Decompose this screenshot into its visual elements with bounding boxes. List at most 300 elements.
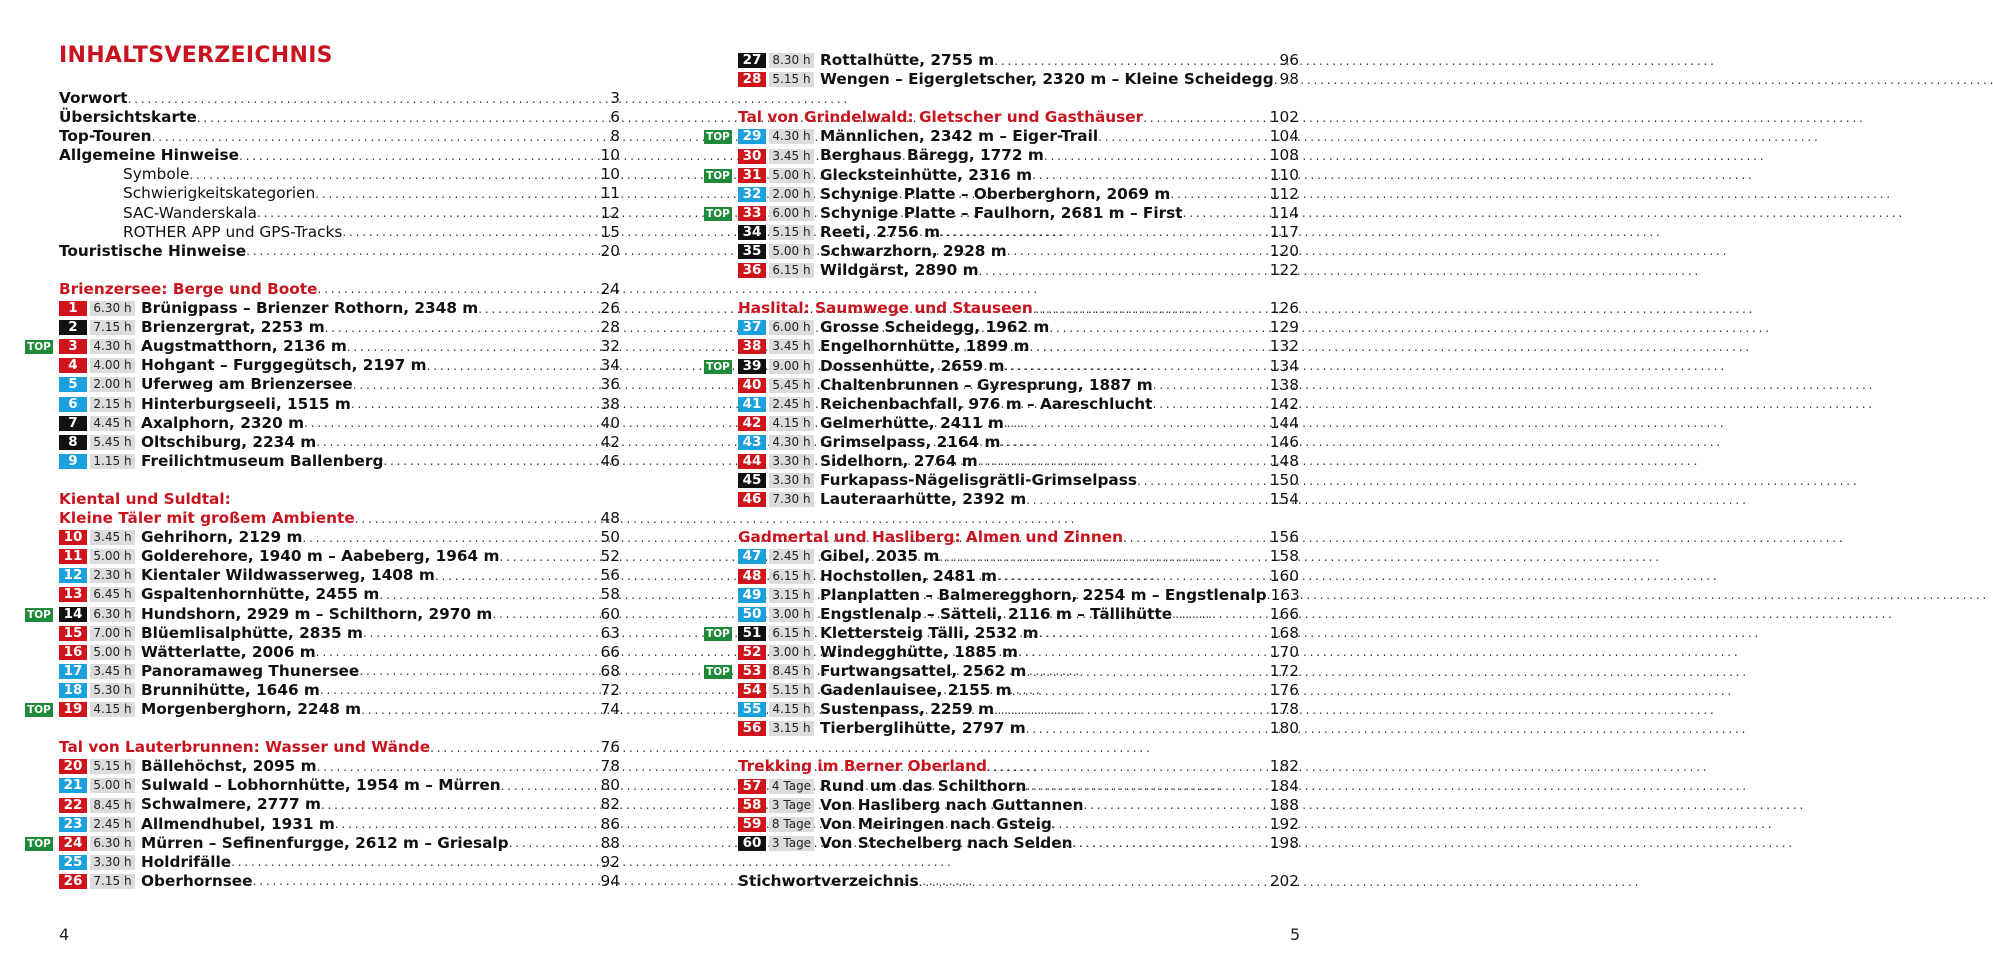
- entry-page-number: 15: [600, 222, 620, 241]
- entry-title: Kiental und Suldtal:: [59, 489, 231, 508]
- tour-duration: 8 Tage: [769, 817, 814, 832]
- entry-page-number: 74: [600, 700, 620, 718]
- entry-title: Übersichtskarte: [59, 108, 197, 127]
- toc-tour-entry[interactable]: [706, 127, 1299, 146]
- tour-number-badge: 9: [59, 454, 87, 469]
- entry-page-number: 150: [1269, 471, 1299, 490]
- dot-leader: [1018, 642, 1270, 662]
- dot-leader: [347, 337, 601, 357]
- toc-tour-entry[interactable]: [738, 471, 1299, 490]
- toc-subentry[interactable]: [59, 184, 620, 203]
- tour-number-badge: 8: [59, 435, 87, 450]
- entry-title: Furkapass-Nägelisgrätli-Grimselpass: [820, 471, 1137, 490]
- spacer: [738, 509, 1299, 528]
- entry-title: Uferweg am Brienzersee: [141, 375, 353, 394]
- toc-tour-entry[interactable]: [59, 681, 620, 700]
- dot-leader: [939, 547, 1269, 567]
- entry-page-number: 138: [1269, 375, 1299, 394]
- top-tour-badge: TOP: [25, 340, 53, 354]
- entry-page-number: 176: [1269, 681, 1299, 700]
- top-tour-badge: TOP: [704, 360, 732, 374]
- toc-tour-entry[interactable]: [59, 414, 620, 433]
- tour-duration: 7.00 h: [90, 626, 135, 641]
- entry-title: Gehrihorn, 2129 m: [141, 528, 303, 547]
- toc-tour-entry[interactable]: [27, 604, 620, 624]
- entry-title: Sustenpass, 2259 m: [820, 700, 995, 719]
- toc-tour-entry[interactable]: [738, 337, 1299, 356]
- toc-tour-entry[interactable]: [706, 662, 1299, 681]
- dot-leader: [1137, 471, 1270, 491]
- tour-duration: 5.00 h: [769, 244, 814, 259]
- dot-leader: [304, 413, 601, 433]
- tour-number-badge: 23: [59, 817, 87, 832]
- tour-duration: 3.15 h: [769, 588, 814, 603]
- entry-title: Schwarzhorn, 2928 m: [820, 241, 1007, 260]
- tour-duration: 2.45 h: [769, 549, 814, 564]
- tour-number-badge: 20: [59, 759, 87, 774]
- toc-tour-entry[interactable]: [59, 624, 620, 643]
- entry-page-number: 160: [1269, 566, 1299, 585]
- toc-tour-entry[interactable]: [738, 567, 1299, 586]
- toc-tour-entry[interactable]: [706, 165, 1299, 185]
- toc-section-heading[interactable]: [59, 509, 620, 528]
- toc-section-heading[interactable]: [59, 280, 620, 299]
- entry-page-number: 142: [1269, 394, 1299, 413]
- tour-number-badge: 53: [738, 664, 766, 679]
- toc-tour-entry[interactable]: [59, 853, 620, 872]
- tour-number-badge: 39: [738, 359, 766, 374]
- entry-title: Planplatten – Balmeregghorn, 2254 m – Engstlenalp: [820, 585, 1267, 604]
- tour-number-badge: 4: [59, 358, 87, 373]
- tour-duration: 3.30 h: [769, 454, 814, 469]
- tour-number-badge: 56: [738, 721, 766, 736]
- tour-duration: 1.15 h: [90, 454, 135, 469]
- tour-duration: 3 Tage: [769, 798, 814, 813]
- toc-tour-entry[interactable]: [27, 337, 620, 356]
- toc-tour-entry[interactable]: [706, 356, 1299, 376]
- toc-tour-entry[interactable]: [738, 318, 1299, 337]
- dot-leader: [478, 299, 600, 319]
- entry-page-number: 170: [1269, 642, 1299, 661]
- tour-duration: 2.30 h: [90, 568, 135, 583]
- tour-duration: 5.00 h: [90, 778, 135, 793]
- tour-number-badge: 46: [738, 492, 766, 507]
- tour-number-badge: 10: [59, 530, 87, 545]
- dot-leader: [1183, 203, 1270, 223]
- dot-leader: [1073, 833, 1270, 853]
- toc-tour-entry[interactable]: [738, 261, 1299, 280]
- toc-tour-entry[interactable]: [59, 585, 620, 604]
- entry-page-number: 34: [600, 356, 620, 375]
- entry-page-number: 72: [600, 680, 620, 699]
- tour-duration: 2.00 h: [769, 187, 814, 202]
- toc-tour-entry[interactable]: [59, 452, 620, 471]
- entry-page-number: 146: [1269, 432, 1299, 451]
- tour-number-badge: 47: [738, 549, 766, 564]
- dot-leader: [994, 51, 1279, 71]
- top-tour-badge: TOP: [704, 130, 732, 144]
- entry-page-number: 166: [1269, 604, 1299, 623]
- tour-number-badge: 52: [738, 645, 766, 660]
- toc-section-heading[interactable]: [738, 299, 1299, 318]
- dot-leader: [997, 566, 1270, 586]
- dot-leader: [1032, 165, 1270, 185]
- tour-duration: 4.15 h: [769, 702, 814, 717]
- entry-page-number: 48: [600, 509, 620, 528]
- toc-entry[interactable]: [59, 146, 620, 165]
- dot-leader: [1026, 776, 1269, 796]
- toc-tour-entry[interactable]: [738, 605, 1299, 624]
- tour-duration: 5.45 h: [90, 435, 135, 450]
- entry-page-number: 168: [1269, 623, 1299, 642]
- tour-duration: 8.45 h: [769, 664, 814, 679]
- entry-page-number: 172: [1269, 662, 1299, 680]
- entry-title: Hinterburgseeli, 1515 m: [141, 394, 351, 413]
- dot-leader: [253, 871, 601, 891]
- entry-page-number: 10: [600, 165, 620, 184]
- toc-subentry[interactable]: [59, 204, 620, 223]
- entry-title: Freilichtmuseum Ballenberg: [141, 451, 384, 470]
- tour-number-badge: 28: [738, 72, 766, 87]
- toc-tour-entry[interactable]: [738, 719, 1299, 738]
- page-title: INHALTSVERZEICHNIS: [59, 43, 333, 68]
- entry-title: Windegghütte, 1885 m: [820, 642, 1018, 661]
- entry-title: Touristische Hinweise: [59, 241, 247, 260]
- entry-page-number: 120: [1269, 241, 1299, 260]
- toc-right-column: [706, 51, 1300, 891]
- entry-page-number: 28: [600, 318, 620, 337]
- dot-leader: [1153, 394, 1270, 414]
- tour-duration: 3.30 h: [90, 855, 135, 870]
- toc-tour-entry[interactable]: [59, 299, 620, 318]
- dot-leader: [317, 757, 601, 777]
- left-page: [0, 0, 680, 969]
- top-tour-badge: TOP: [25, 703, 53, 717]
- dot-leader: [979, 261, 1270, 281]
- tour-number-badge: 34: [738, 225, 766, 240]
- entry-page-number: 198: [1269, 833, 1299, 852]
- entry-title: Berghaus Bäregg, 1772 m: [820, 146, 1044, 165]
- dot-leader: [1026, 490, 1270, 510]
- tour-duration: 7.15 h: [90, 320, 135, 335]
- tour-duration: 3 Tage: [769, 836, 814, 851]
- entry-page-number: 188: [1269, 795, 1299, 814]
- toc-tour-entry[interactable]: [738, 146, 1299, 165]
- dot-leader: [128, 89, 611, 109]
- entry-page-number: 38: [600, 394, 620, 413]
- entry-page-number: 180: [1269, 719, 1299, 738]
- entry-title: Oberhornsee: [141, 871, 253, 890]
- tour-duration: 6.30 h: [90, 836, 135, 851]
- toc-tour-entry[interactable]: [738, 547, 1299, 566]
- tour-duration: 5.00 h: [90, 549, 135, 564]
- toc-tour-entry[interactable]: [738, 681, 1299, 700]
- dot-leader: [302, 528, 600, 548]
- toc-tour-entry[interactable]: [738, 414, 1299, 433]
- dot-leader: [1026, 662, 1269, 682]
- entry-title: Engstlenalp – Sätteli, 2116 m – Tällihütte: [820, 604, 1173, 623]
- dot-leader: [1098, 127, 1270, 147]
- tour-number-badge: 12: [59, 568, 87, 583]
- toc-entry[interactable]: [59, 108, 620, 127]
- tour-duration: 3.45 h: [90, 530, 135, 545]
- tour-number-badge: 59: [738, 817, 766, 832]
- toc-tour-entry[interactable]: [706, 203, 1299, 223]
- tour-duration: 4.15 h: [769, 416, 814, 431]
- dot-leader: [383, 451, 600, 471]
- dot-leader: [919, 872, 1270, 892]
- toc-tour-entry[interactable]: [738, 223, 1299, 242]
- dot-leader: [1084, 795, 1270, 815]
- entry-title: Augstmatthorn, 2136 m: [141, 337, 347, 356]
- toc-tour-entry[interactable]: [59, 776, 620, 795]
- entry-title: Von Hasliberg nach Guttannen: [820, 795, 1084, 814]
- dot-leader: [246, 241, 600, 261]
- spacer: [738, 853, 1299, 872]
- toc-tour-entry[interactable]: [738, 586, 1299, 605]
- dot-leader: [492, 604, 600, 624]
- toc-tour-entry[interactable]: [59, 662, 620, 681]
- entry-title: Furtwangsattel, 2562 m: [820, 662, 1027, 680]
- entry-page-number: 117: [1269, 222, 1299, 241]
- toc-tour-entry[interactable]: [738, 452, 1299, 471]
- tour-number-badge: 22: [59, 798, 87, 813]
- tour-number-badge: 29: [738, 129, 766, 144]
- tour-duration: 6.15 h: [769, 569, 814, 584]
- toc-tour-entry[interactable]: [27, 833, 620, 853]
- toc-tour-entry[interactable]: [59, 433, 620, 452]
- entry-page-number: 50: [600, 528, 620, 547]
- dot-leader: [1039, 623, 1270, 643]
- entry-page-number: 36: [600, 375, 620, 394]
- tour-duration: 4.30 h: [769, 435, 814, 450]
- toc-tour-entry[interactable]: [738, 777, 1299, 796]
- entry-title: Morgenberghorn, 2248 m: [141, 700, 362, 718]
- dot-leader: [351, 394, 601, 414]
- tour-number-badge: 2: [59, 320, 87, 335]
- toc-tour-entry[interactable]: [59, 395, 620, 414]
- entry-title: Gadenlauisee, 2155 m: [820, 681, 1012, 700]
- dot-leader: [427, 356, 601, 376]
- dot-leader: [1153, 375, 1270, 395]
- toc-tour-entry[interactable]: [738, 51, 1299, 70]
- tour-duration: 4.30 h: [769, 129, 814, 144]
- toc-section-heading[interactable]: [738, 528, 1299, 547]
- entry-title: Von Meiringen nach Gsteig: [820, 814, 1052, 833]
- entry-title: Oltschiburg, 2234 m: [141, 432, 317, 451]
- spacer: [59, 471, 620, 490]
- toc-tour-entry[interactable]: [59, 643, 620, 662]
- dot-leader: [359, 661, 600, 681]
- toc-tour-entry[interactable]: [738, 433, 1299, 452]
- entry-title: Allgemeine Hinweise: [59, 146, 239, 165]
- toc-tour-entry[interactable]: [738, 834, 1299, 853]
- entry-page-number: 144: [1269, 413, 1299, 432]
- dot-leader: [355, 509, 601, 529]
- spacer: [738, 280, 1299, 299]
- toc-tour-entry[interactable]: [738, 815, 1299, 834]
- toc-left-column: [27, 89, 620, 891]
- toc-tour-entry[interactable]: [706, 623, 1299, 643]
- tour-number-badge: 57: [738, 779, 766, 794]
- tour-number-badge: 58: [738, 798, 766, 813]
- entry-page-number: 88: [600, 833, 620, 852]
- toc-tour-entry[interactable]: [59, 757, 620, 776]
- tour-duration: 5.15 h: [769, 72, 814, 87]
- entry-page-number: 60: [600, 604, 620, 623]
- tour-number-badge: 18: [59, 683, 87, 698]
- tour-duration: 5.45 h: [769, 378, 814, 393]
- entry-title: Lauteraarhütte, 2392 m: [820, 490, 1027, 509]
- toc-tour-entry[interactable]: [738, 700, 1299, 719]
- entry-page-number: 78: [600, 757, 620, 776]
- entry-title: Hundshorn, 2929 m – Schilthorn, 2970 m: [141, 604, 493, 623]
- tour-number-badge: 3: [59, 339, 87, 354]
- tour-duration: 5.00 h: [90, 645, 135, 660]
- entry-page-number: 98: [1279, 70, 1299, 89]
- tour-number-badge: 11: [59, 549, 87, 564]
- entry-page-number: 66: [600, 642, 620, 661]
- toc-tour-entry[interactable]: [738, 376, 1299, 395]
- tour-duration: 2.45 h: [769, 397, 814, 412]
- toc-entry[interactable]: [59, 89, 620, 108]
- tour-number-badge: 42: [738, 416, 766, 431]
- tour-duration: 2.45 h: [90, 817, 135, 832]
- entry-title: Brünigpass – Brienzer Rothorn, 2348 m: [141, 299, 479, 318]
- toc-section-heading[interactable]: [59, 490, 620, 509]
- toc-tour-entry[interactable]: [738, 490, 1299, 509]
- dot-leader: [231, 852, 600, 872]
- entry-page-number: 148: [1269, 451, 1299, 470]
- entry-page-number: 163: [1270, 585, 1300, 604]
- entry-title: Grosse Scheidegg, 1962 m: [820, 318, 1050, 337]
- tour-duration: 2.15 h: [90, 397, 135, 412]
- entry-page-number: 80: [600, 776, 620, 795]
- entry-title: Schynige Platte – Oberberghorn, 2069 m: [820, 184, 1171, 203]
- entry-page-number: 52: [600, 547, 620, 566]
- entry-page-number: 92: [600, 852, 620, 871]
- right-page: [680, 0, 1359, 969]
- dot-leader: [325, 318, 601, 338]
- entry-page-number: 108: [1269, 146, 1299, 165]
- toc-tour-entry[interactable]: [738, 796, 1299, 815]
- tour-duration: 5.30 h: [90, 683, 135, 698]
- entry-page-number: 156: [1269, 528, 1299, 547]
- toc-tour-entry[interactable]: [59, 356, 620, 375]
- toc-tour-entry[interactable]: [59, 528, 620, 547]
- dot-leader: [994, 700, 1270, 720]
- toc-section-heading[interactable]: [59, 738, 620, 757]
- entry-title: Hohgant – Furggegütsch, 2197 m: [141, 356, 427, 375]
- tour-number-badge: 43: [738, 435, 766, 450]
- toc-subentry[interactable]: [59, 223, 620, 242]
- toc-entry[interactable]: [738, 872, 1299, 891]
- toc-entry[interactable]: [59, 127, 620, 146]
- tour-duration: 4.00 h: [90, 358, 135, 373]
- dot-leader: [1000, 432, 1269, 452]
- dot-leader: [1143, 108, 1270, 128]
- tour-duration: 8.30 h: [769, 53, 814, 68]
- tour-number-badge: 55: [738, 702, 766, 717]
- tour-number-badge: 30: [738, 149, 766, 164]
- entry-page-number: 42: [600, 432, 620, 451]
- entry-title: Von Stechelberg nach Selden: [820, 833, 1073, 852]
- entry-title: Tal von Grindelwald: Gletscher und Gasthäuser: [738, 108, 1144, 127]
- dot-leader: [316, 642, 601, 662]
- entry-page-number: 56: [600, 566, 620, 585]
- toc-tour-entry[interactable]: [738, 242, 1299, 261]
- toc-section-heading[interactable]: [738, 108, 1299, 127]
- dot-leader: [1052, 814, 1270, 834]
- tour-number-badge: 51: [738, 626, 766, 641]
- dot-leader: [1004, 356, 1269, 376]
- toc-tour-entry[interactable]: [738, 395, 1299, 414]
- entry-title: Tierberglihütte, 2797 m: [820, 719, 1026, 738]
- entry-title: Brienzersee: Berge und Boote: [59, 279, 318, 298]
- tour-duration: 6.15 h: [769, 263, 814, 278]
- toc-tour-entry[interactable]: [59, 566, 620, 585]
- dot-leader: [320, 680, 601, 700]
- tour-number-badge: 37: [738, 320, 766, 335]
- toc-section-heading[interactable]: [738, 757, 1299, 776]
- dot-leader: [1044, 146, 1270, 166]
- entry-page-number: 46: [600, 451, 620, 470]
- dot-leader: [363, 623, 601, 643]
- tour-duration: 3.15 h: [769, 721, 814, 736]
- toc-tour-entry[interactable]: [738, 185, 1299, 204]
- tour-duration: 9.00 h: [769, 359, 814, 374]
- tour-duration: 3.45 h: [90, 664, 135, 679]
- toc-tour-entry[interactable]: [738, 70, 1299, 89]
- entry-page-number: 110: [1269, 165, 1299, 184]
- toc-tour-entry[interactable]: [59, 815, 620, 834]
- entry-page-number: 154: [1269, 490, 1299, 509]
- toc-entry[interactable]: [59, 242, 620, 261]
- entry-title: ROTHER APP und GPS-Tracks: [123, 222, 343, 241]
- top-tour-badge: TOP: [25, 608, 53, 622]
- toc-tour-entry[interactable]: [738, 643, 1299, 662]
- tour-number-badge: 17: [59, 664, 87, 679]
- top-tour-badge: TOP: [704, 169, 732, 183]
- dot-leader: [1007, 241, 1270, 261]
- entry-title: Golderehore, 1940 m – Aabeberg, 1964 m: [141, 547, 500, 566]
- dot-leader: [509, 833, 601, 853]
- toc-tour-entry[interactable]: [59, 375, 620, 394]
- entry-page-number: 94: [600, 871, 620, 890]
- tour-duration: 3.00 h: [769, 645, 814, 660]
- dot-leader: [987, 757, 1270, 777]
- entry-title: Holdrifälle: [141, 852, 232, 871]
- toc-tour-entry[interactable]: [27, 700, 620, 719]
- dot-leader: [1030, 337, 1270, 357]
- tour-number-badge: 35: [738, 244, 766, 259]
- entry-page-number: 82: [600, 795, 620, 814]
- tour-duration: 6.45 h: [90, 587, 135, 602]
- top-tour-badge: TOP: [704, 627, 732, 641]
- tour-number-badge: 16: [59, 645, 87, 660]
- tour-number-badge: 44: [738, 454, 766, 469]
- toc-tour-entry[interactable]: [59, 318, 620, 337]
- dot-leader: [435, 566, 601, 586]
- toc-tour-entry[interactable]: [59, 547, 620, 566]
- toc-tour-entry[interactable]: [59, 872, 620, 891]
- tour-number-badge: 33: [738, 206, 766, 221]
- page-number-right: 5: [1290, 925, 1301, 944]
- entry-page-number: 132: [1269, 337, 1299, 356]
- toc-tour-entry[interactable]: [59, 795, 620, 814]
- tour-duration: 7.30 h: [769, 492, 814, 507]
- toc-subentry[interactable]: [59, 165, 620, 184]
